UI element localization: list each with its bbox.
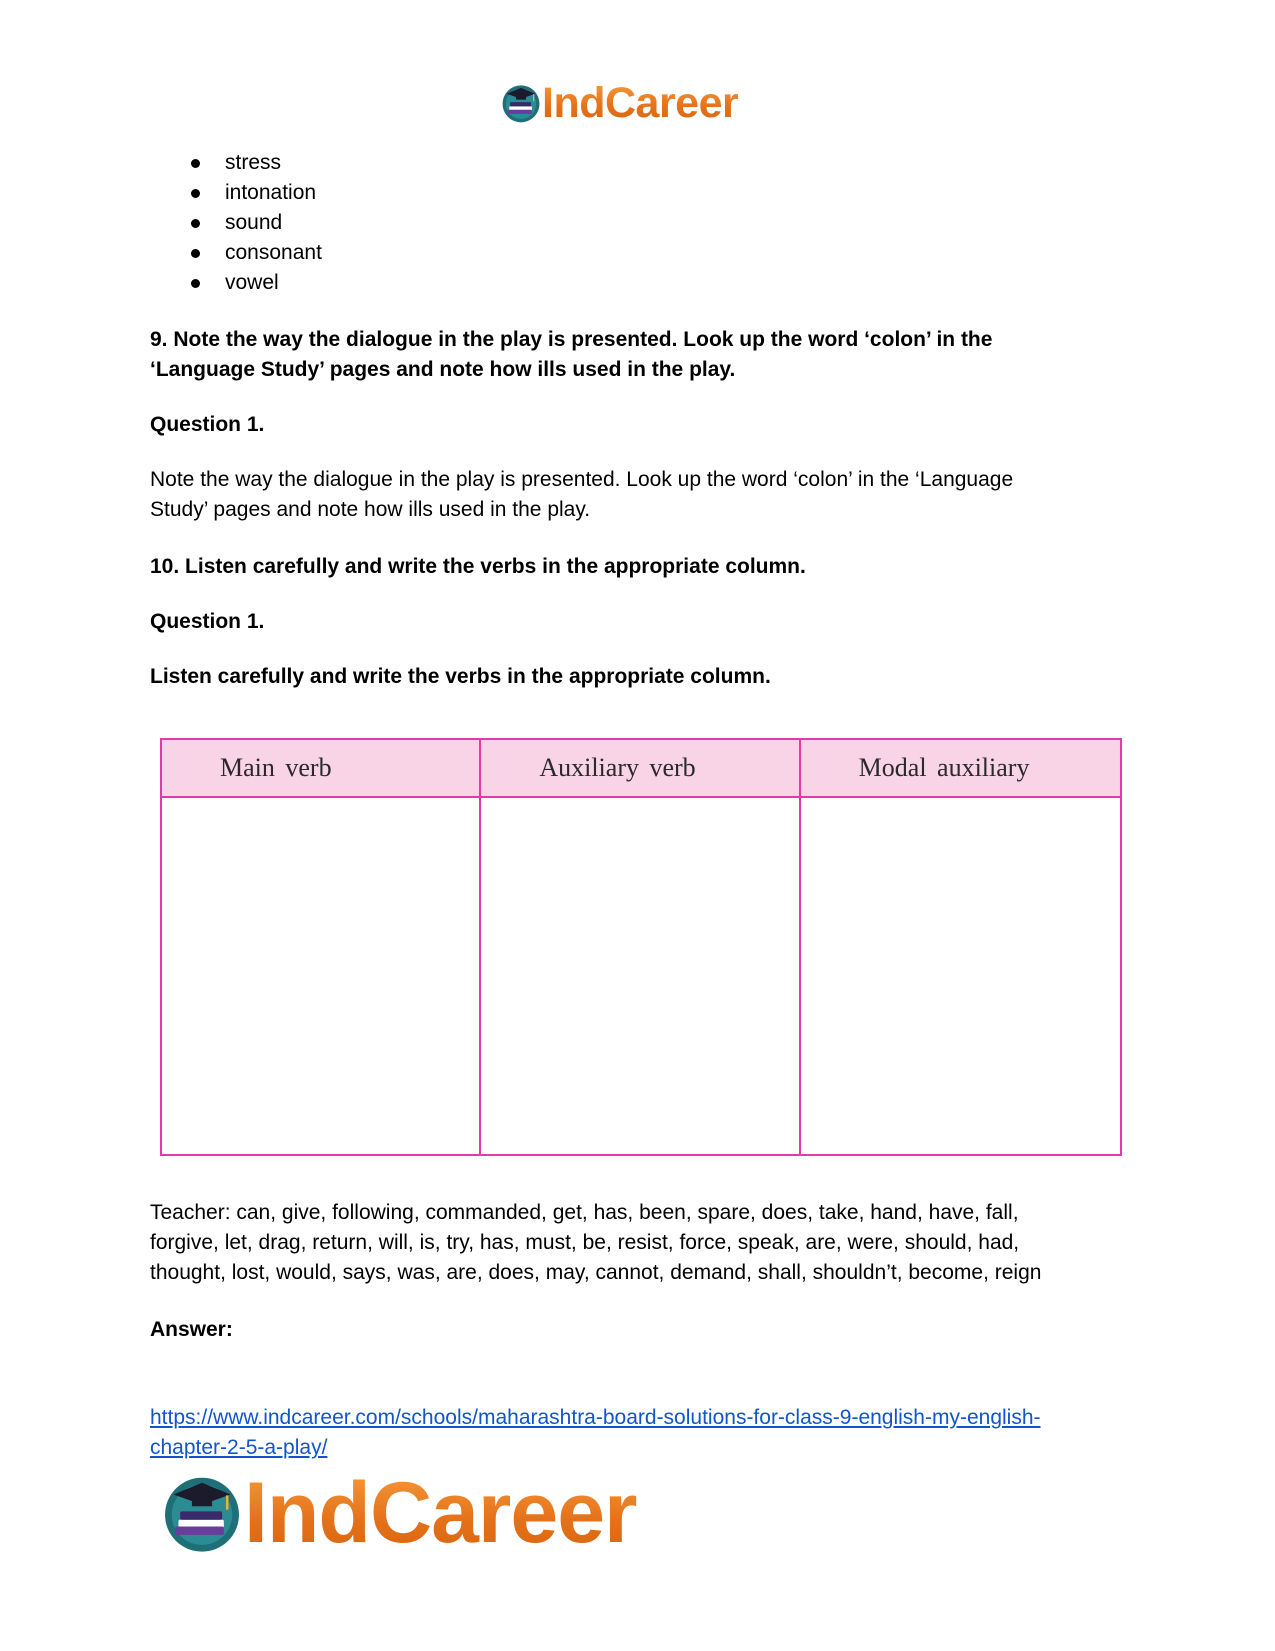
table-cell-modal-auxiliary xyxy=(801,798,1120,1154)
bullet-icon xyxy=(191,279,200,288)
list-item: stress xyxy=(180,148,322,178)
table-cell-auxiliary-verb xyxy=(481,798,800,1154)
bullet-icon xyxy=(191,249,200,258)
header-logo xyxy=(500,78,738,128)
logo-emblem-icon xyxy=(160,1471,244,1555)
section-9-question-text: Note the way the dialogue in the play is presented. Look up the word ‘colon’ in the ‘Language Study’ pages and note how ills used in the play. xyxy=(150,468,1014,521)
list-item: vowel xyxy=(180,268,322,298)
list-item: intonation xyxy=(180,178,322,208)
bullet-icon xyxy=(191,219,200,228)
logo-wordmark: IndCareer xyxy=(542,78,739,127)
solution-link[interactable]: https://www.indcareer.com/schools/maharashtra-board-solutions-for-class-9-english-my-english- chapter-2-5-a-play/ xyxy=(150,1406,1041,1459)
term-list xyxy=(180,148,322,298)
bullet-icon xyxy=(191,189,200,198)
section-10-question-label: Question 1. xyxy=(150,610,265,633)
list-item: sound xyxy=(180,208,322,238)
section-10-question-text: Listen carefully and write the verbs in the appropriate column. xyxy=(150,665,771,688)
logo-wordmark: IndCareer xyxy=(244,1465,637,1561)
table-header-auxiliary-verb: Auxiliary verb xyxy=(481,740,800,798)
table-header-modal-auxiliary: Modal auxiliary xyxy=(801,740,1120,798)
bullet-icon xyxy=(191,159,200,168)
teacher-verb-list: Teacher: can, give, following, commanded, get, has, been, spare, does, take, hand, have, fall, forgive, let, drag, return, will, is, try, has, must, be, resist, force, speak, are, were, should, had, thought, lost, would, says, was, are, does, may, cannot, demand, shall, shouldn’t, become, reign xyxy=(150,1201,1042,1284)
section-10-heading: 10. Listen carefully and write the verbs in the appropriate column. xyxy=(150,555,806,578)
footer-logo xyxy=(160,1465,637,1561)
verb-columns-table xyxy=(160,738,1122,1156)
logo-emblem-icon xyxy=(500,82,542,124)
table-header-main-verb: Main verb xyxy=(162,740,481,798)
answer-label: Answer: xyxy=(150,1318,233,1341)
section-9-question-label: Question 1. xyxy=(150,413,265,436)
list-item: consonant xyxy=(180,238,322,268)
section-9-heading: 9. Note the way the dialogue in the play is presented. Look up the word ‘colon’ in the ‘Language Study’ pages and note how ills used in the play. xyxy=(150,328,993,381)
table-cell-main-verb xyxy=(162,798,481,1154)
